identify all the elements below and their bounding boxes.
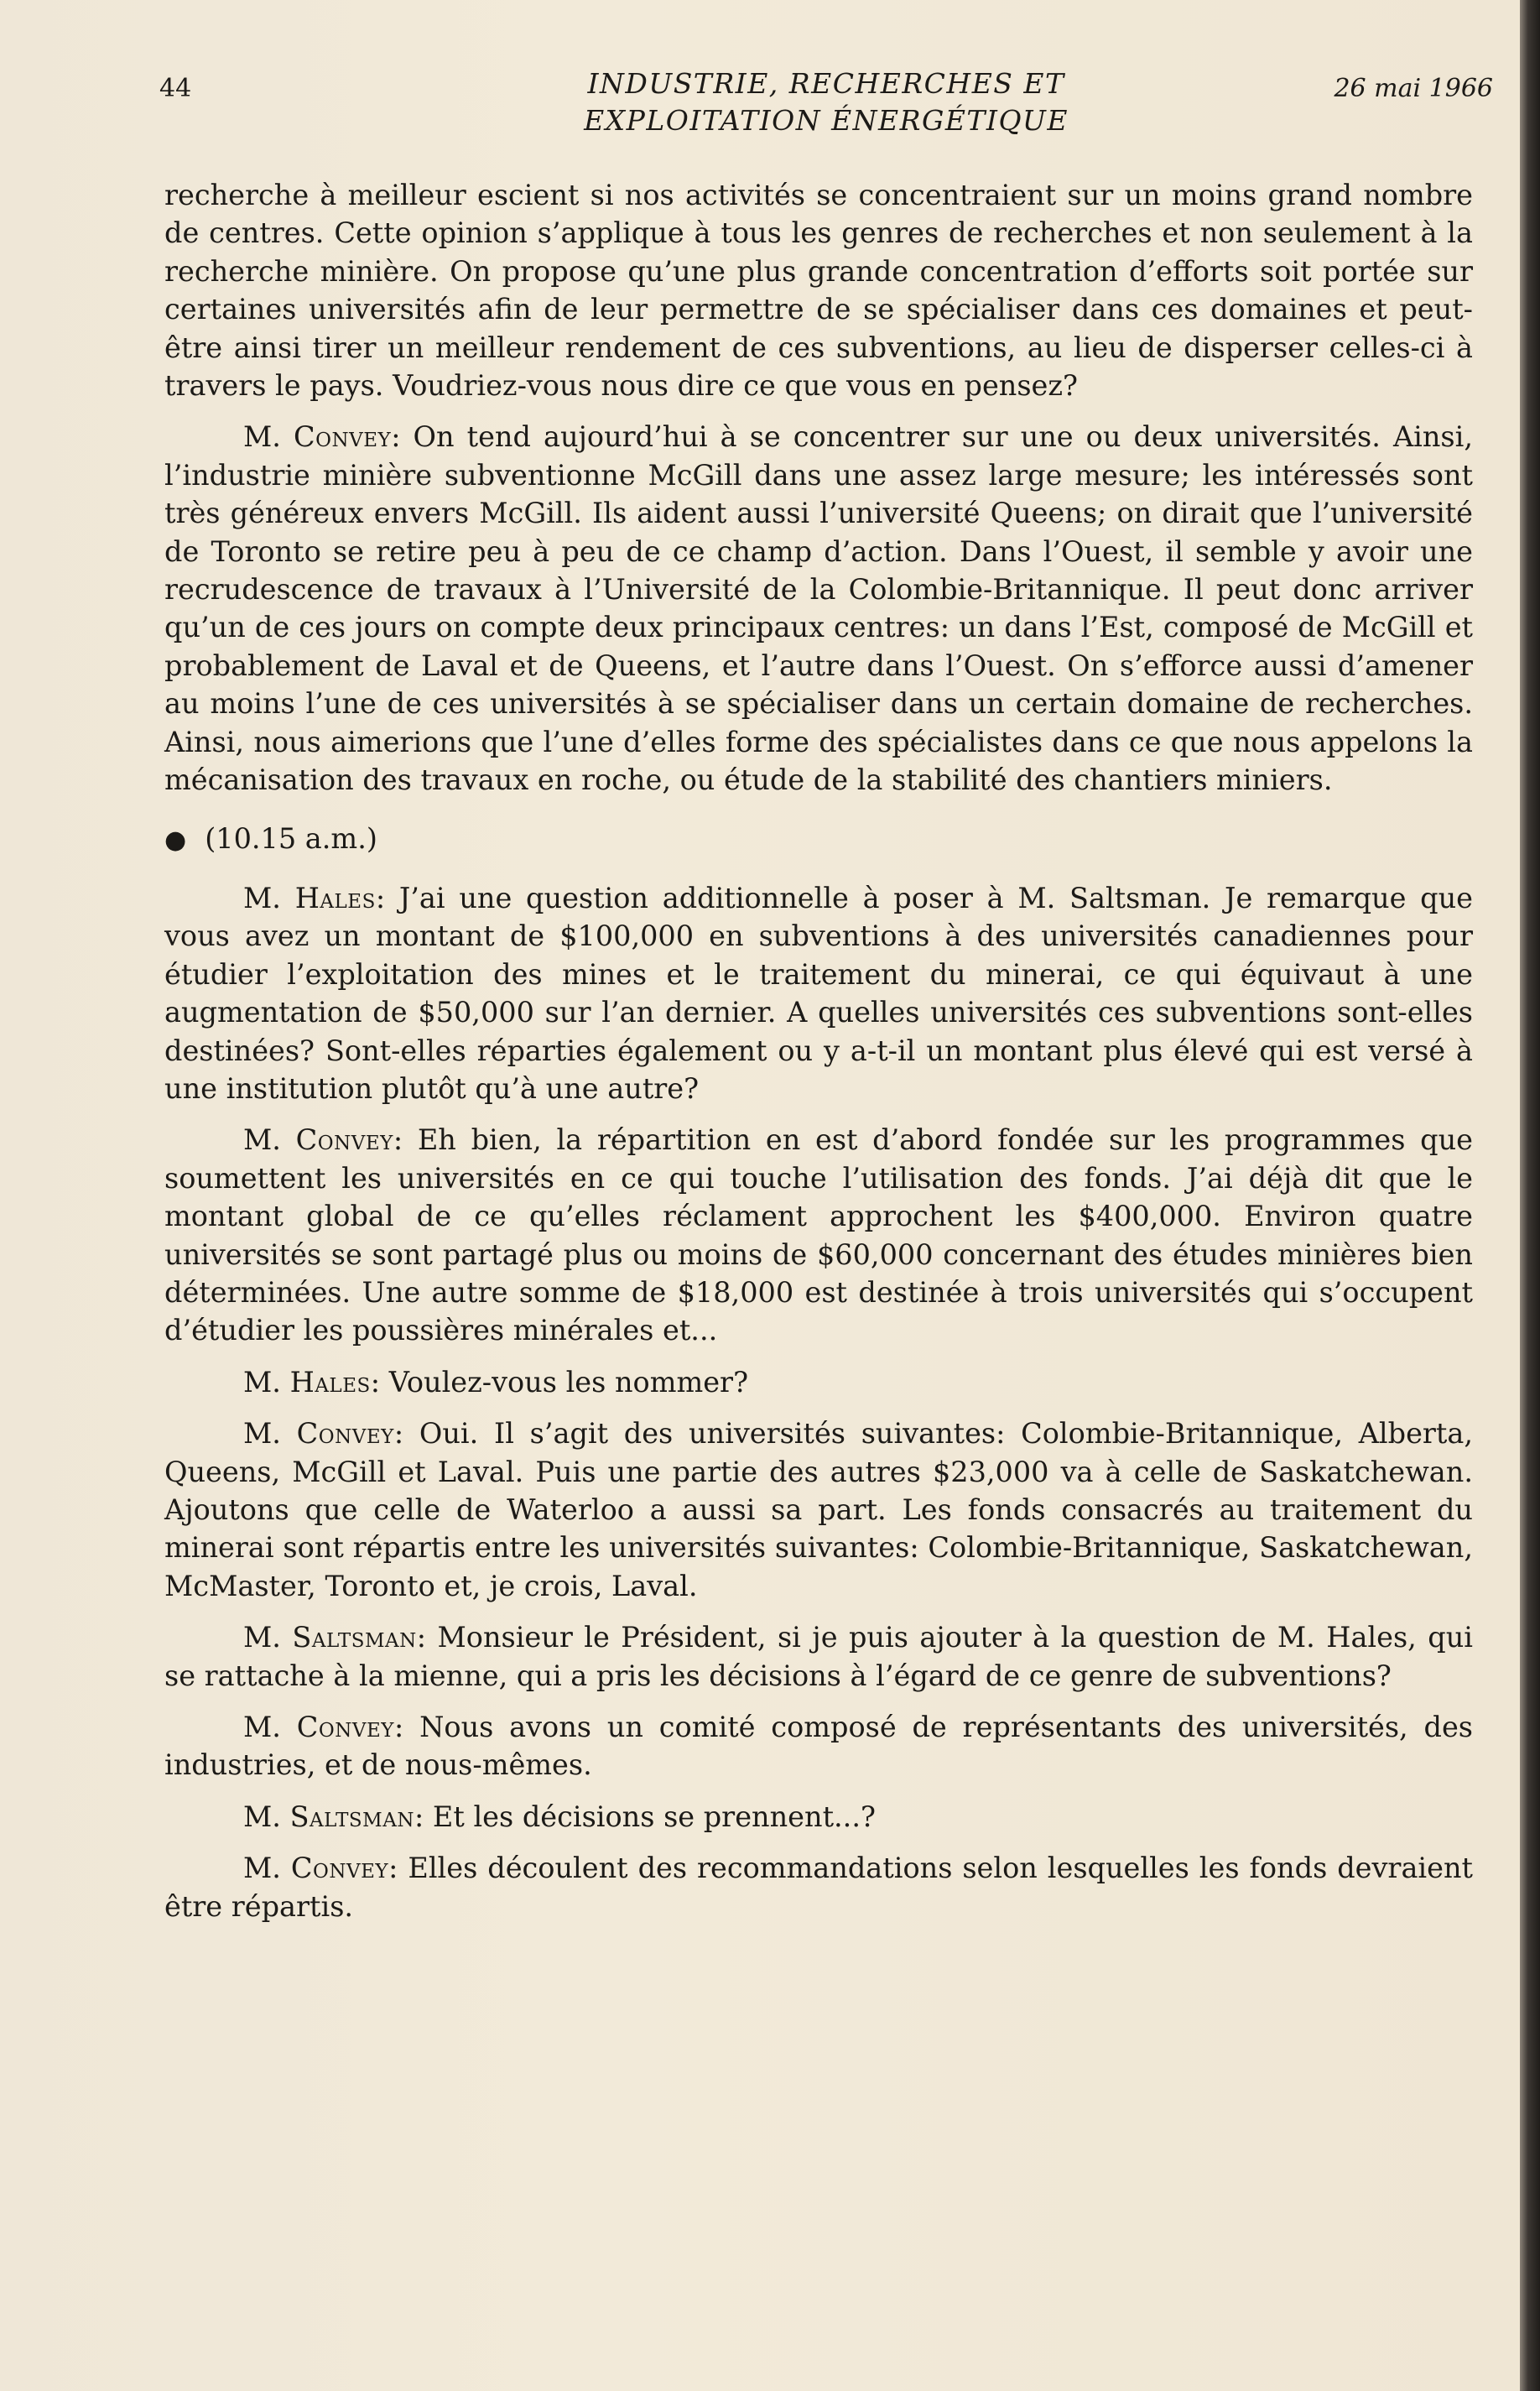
speaker-prefix: M.	[243, 1852, 291, 1885]
speaker-prefix: M.	[243, 881, 295, 914]
speaker-name: Convey	[294, 420, 392, 454]
speaker-prefix: M.	[243, 1711, 297, 1744]
running-title	[159, 65, 1493, 139]
speaker-prefix: M.	[243, 1365, 290, 1399]
speaker-name: Saltsman	[292, 1621, 417, 1654]
speaker-prefix: M.	[243, 1123, 296, 1157]
time-marker-text: (10.15 a.m.)	[205, 821, 377, 855]
speaker-prefix: M.	[243, 420, 294, 454]
speech-text: : On tend aujourd’hui à se concentrer sur une ou deux universités. Ainsi, l’industrie minière subventionne McGill dans une assez large mesure; les intéressés sont très généreux envers McGill. Ils aident aussi l’université Queens; on dirait que l’université de Toronto se retire peu à peu de ce champ d’action. Dans l’Ouest, il semble y avoir une recrudescence de travaux à l’Université de la Colombie-Britannique. Il peut donc arriver qu’un de ces jours on compte deux principaux centres: un dans l’Est, composé de McGill et probablement de Laval et de Queens, et l’autre dans l’Ouest. On s’efforce aussi d’amener au moins l’une de ces universités à se spécialiser dans un certain domaine de recherches. Ainsi, nous aimerions que l’une d’elles forme des spécialistes dans ce que nous appelons la mécanisation des travaux en roche, ou étude de la stabilité des chantiers miniers.	[164, 420, 1473, 797]
paragraph-continuation: recherche à meilleur escient si nos activités se concentraient sur un moins grand nombre de centres. Cette opinion s’applique à tous les genres de recherches et non seulement à la recherche minière. On propose qu’une plus grande concentration d’efforts soit portée sur certaines universités afin de leur permettre de se spécialiser dans ces domaines et peut-être ainsi tirer un meilleur rendement de ces subventions, au lieu de disperser celles-ci à travers le pays. Voudriez-vous nous dire ce que vous en pensez?	[164, 179, 1473, 403]
speaker-name: Convey	[296, 1417, 394, 1451]
speech-text: : Et les décisions se prennent...?	[414, 1800, 876, 1833]
speaker-name: Convey	[295, 1123, 393, 1157]
speech-text: : Monsieur le Président, si je puis ajouter à la question de M. Hales, qui se rattache à la mienne, qui a pris les décisions à l’égard de ce genre de subventions?	[164, 1621, 1473, 1692]
body-text	[164, 176, 1473, 1939]
paragraph-convey-5	[164, 1849, 1473, 1925]
speech-text: : Nous avons un comité composé de représentants des universités, des industries, et de nous-mêmes.	[164, 1711, 1473, 1782]
speaker-name: Hales	[294, 881, 376, 914]
page-header	[159, 65, 1493, 141]
speaker-name: Convey	[290, 1852, 389, 1885]
speaker-prefix: M.	[243, 1621, 293, 1654]
speaker-prefix: M.	[243, 1417, 297, 1451]
paragraph-convey-3	[164, 1414, 1473, 1605]
time-marker	[164, 820, 1473, 859]
running-title-line-2: EXPLOITATION ÉNERGÉTIQUE	[584, 104, 1069, 137]
book-binding-edge	[1520, 0, 1540, 2391]
speech-text: : Elles découlent des recommandations selon lesquelles les fonds devraient être répartis.	[164, 1852, 1473, 1923]
speech-text: : Voulez-vous les nommer?	[370, 1365, 749, 1399]
speech-text: : J’ai une question additionnelle à poser à M. Saltsman. Je remarque que vous avez un montant de $100,000 en subventions à des universités canadiennes pour étudier l’exploitation des mines et le traitement du minerai, ce qui équivaut à une augmentation de $50,000 sur l’an dernier. A quelles universités ces subventions sont-elles destinées? Sont-elles réparties également ou y a-t-il un montant plus élevé qui est versé à une institution plutôt qu’à une autre?	[164, 881, 1473, 1105]
paragraph-hales-2	[164, 1363, 1473, 1401]
speaker-name: Convey	[296, 1711, 394, 1744]
page-number: 44	[159, 74, 192, 103]
paragraph-saltsman-2	[164, 1798, 1473, 1836]
speaker-name: Saltsman	[289, 1800, 414, 1833]
speaker-name: Hales	[289, 1365, 371, 1399]
running-title-line-1: INDUSTRIE, RECHERCHES ET	[587, 67, 1065, 100]
page-date: 26 mai 1966	[1334, 74, 1493, 103]
paragraph-convey-4	[164, 1708, 1473, 1784]
paragraph-saltsman-1	[164, 1618, 1473, 1695]
speaker-prefix: M.	[243, 1800, 290, 1833]
speech-text: : Oui. Il s’agit des universités suivantes: Colombie-Britannique, Alberta, Queens, McGill et Laval. Puis une partie des autres $23,000 va à celle de Saskatchewan. Ajoutons que celle de Waterloo a aussi sa part. Les fonds consacrés au traitement du minerai sont répartis entre les universités suivantes: Colombie-Britannique, Saskatchewan, McMaster, Toronto et, je crois, Laval.	[164, 1417, 1473, 1602]
paragraph-convey-2	[164, 1121, 1473, 1349]
speech-text: : Eh bien, la répartition en est d’abord fondée sur les programmes que soumettent les universités en ce qui touche l’utilisation des fonds. J’ai déjà dit que le montant global de ce qu’elles réclament approchent les $400,000. Environ quatre universités se sont partagé plus ou moins de $60,000 concernant des études minières bien déterminées. Une autre somme de $18,000 est destinée à trois universités qui s’occupent d’étudier les poussières minérales et...	[164, 1123, 1473, 1347]
paragraph-convey-1	[164, 418, 1473, 799]
paragraph-hales-1	[164, 879, 1473, 1107]
bullet-icon: ●	[164, 825, 187, 855]
